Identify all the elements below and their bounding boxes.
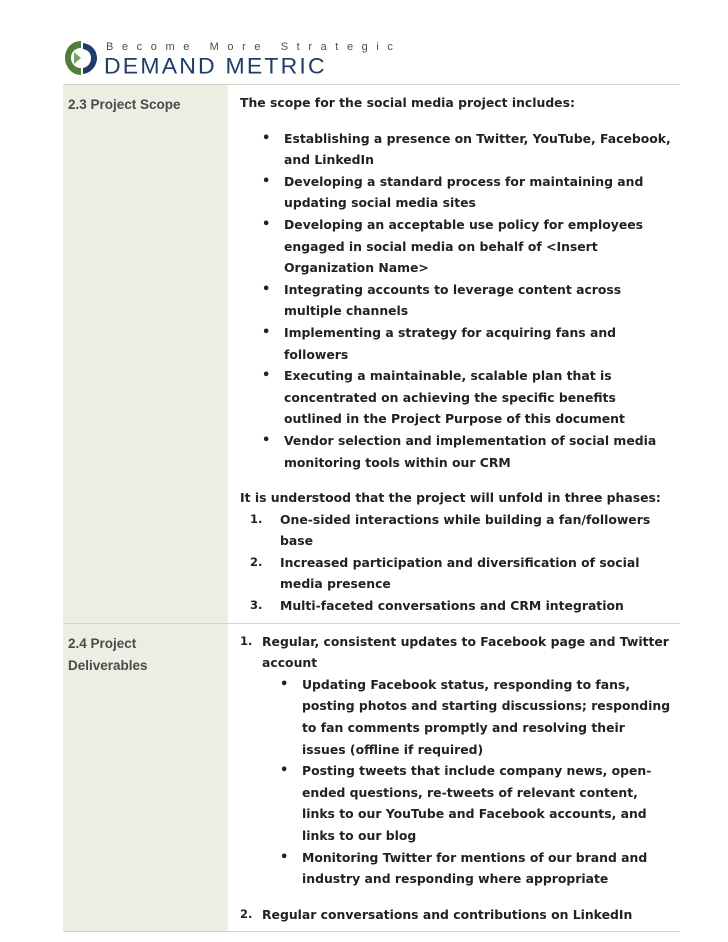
phases-intro: It is understood that the project will unfold in three phases: — [240, 490, 661, 506]
list-item: • Executing a maintainable, scalable plan that is concentrated on achieving the specific benefits outlined in the Project Purpose of this document — [262, 368, 625, 427]
list-item: • Integrating accounts to leverage content across multiple channels — [262, 281, 622, 319]
list-item: • Establishing a presence on Twitter, YouTube, Facebook, and LinkedIn — [262, 130, 671, 168]
project-scope-label-cell — [63, 85, 228, 624]
project-scope-content — [228, 85, 680, 624]
list-item: • Monitoring Twitter for mentions of our brand and industry and responding where appropriate — [280, 849, 648, 887]
scope-intro: The scope for the social media project includes: — [240, 95, 575, 110]
deliverable-1-bullets — [240, 674, 672, 890]
phases-list — [240, 509, 672, 617]
project-scope-row — [63, 85, 680, 624]
list-item: 3. Multi-faceted conversations and CRM integration — [250, 598, 624, 614]
project-deliverables-content — [228, 623, 680, 932]
list-item: • Implementing a strategy for acquiring fans and followers — [262, 324, 617, 362]
logo-brand-name: DEMAND METRIC — [104, 53, 327, 79]
list-item: • Vendor selection and implementation of social media monitoring tools within our CRM — [262, 432, 657, 470]
project-deliverables-label-line2: Deliverables — [68, 657, 148, 673]
deliverable-item-2: 2. Regular conversations and contributions on LinkedIn — [240, 906, 633, 922]
demand-metric-mark-icon — [64, 40, 98, 76]
list-item: • Updating Facebook status, responding to fans, posting photos and starting discussions; responding to fan comments promptly and resolving their issues (offline if required) — [280, 676, 671, 757]
deliverable-item-1: 1. Regular, consistent updates to Facebook page and Twitter account — [240, 633, 669, 671]
list-item: • Posting tweets that include company news, open-ended questions, re-tweets of relevant content, links to our YouTube and Facebook accounts, and links to our blog — [280, 763, 652, 843]
list-item: 1. One-sided interactions while building a fan/followers base — [250, 511, 651, 549]
list-item: 2. Increased participation and diversification of social media presence — [250, 554, 640, 592]
project-deliverables-row — [63, 623, 680, 932]
project-deliverables-label-line1: 2.4 Project — [68, 635, 137, 651]
project-deliverables-label-cell — [63, 623, 228, 932]
project-document-table — [63, 84, 680, 932]
scope-bullet-list — [240, 128, 672, 474]
list-item: • Developing an acceptable use policy for employees engaged in social media on behalf of <Insert Organization Name> — [262, 216, 644, 276]
demand-metric-logo — [64, 40, 402, 80]
project-scope-label: 2.3 Project Scope — [68, 97, 181, 112]
logo-tagline: Become More Strategic — [106, 41, 402, 53]
list-item: • Developing a standard process for maintaining and updating social media sites — [262, 173, 644, 211]
